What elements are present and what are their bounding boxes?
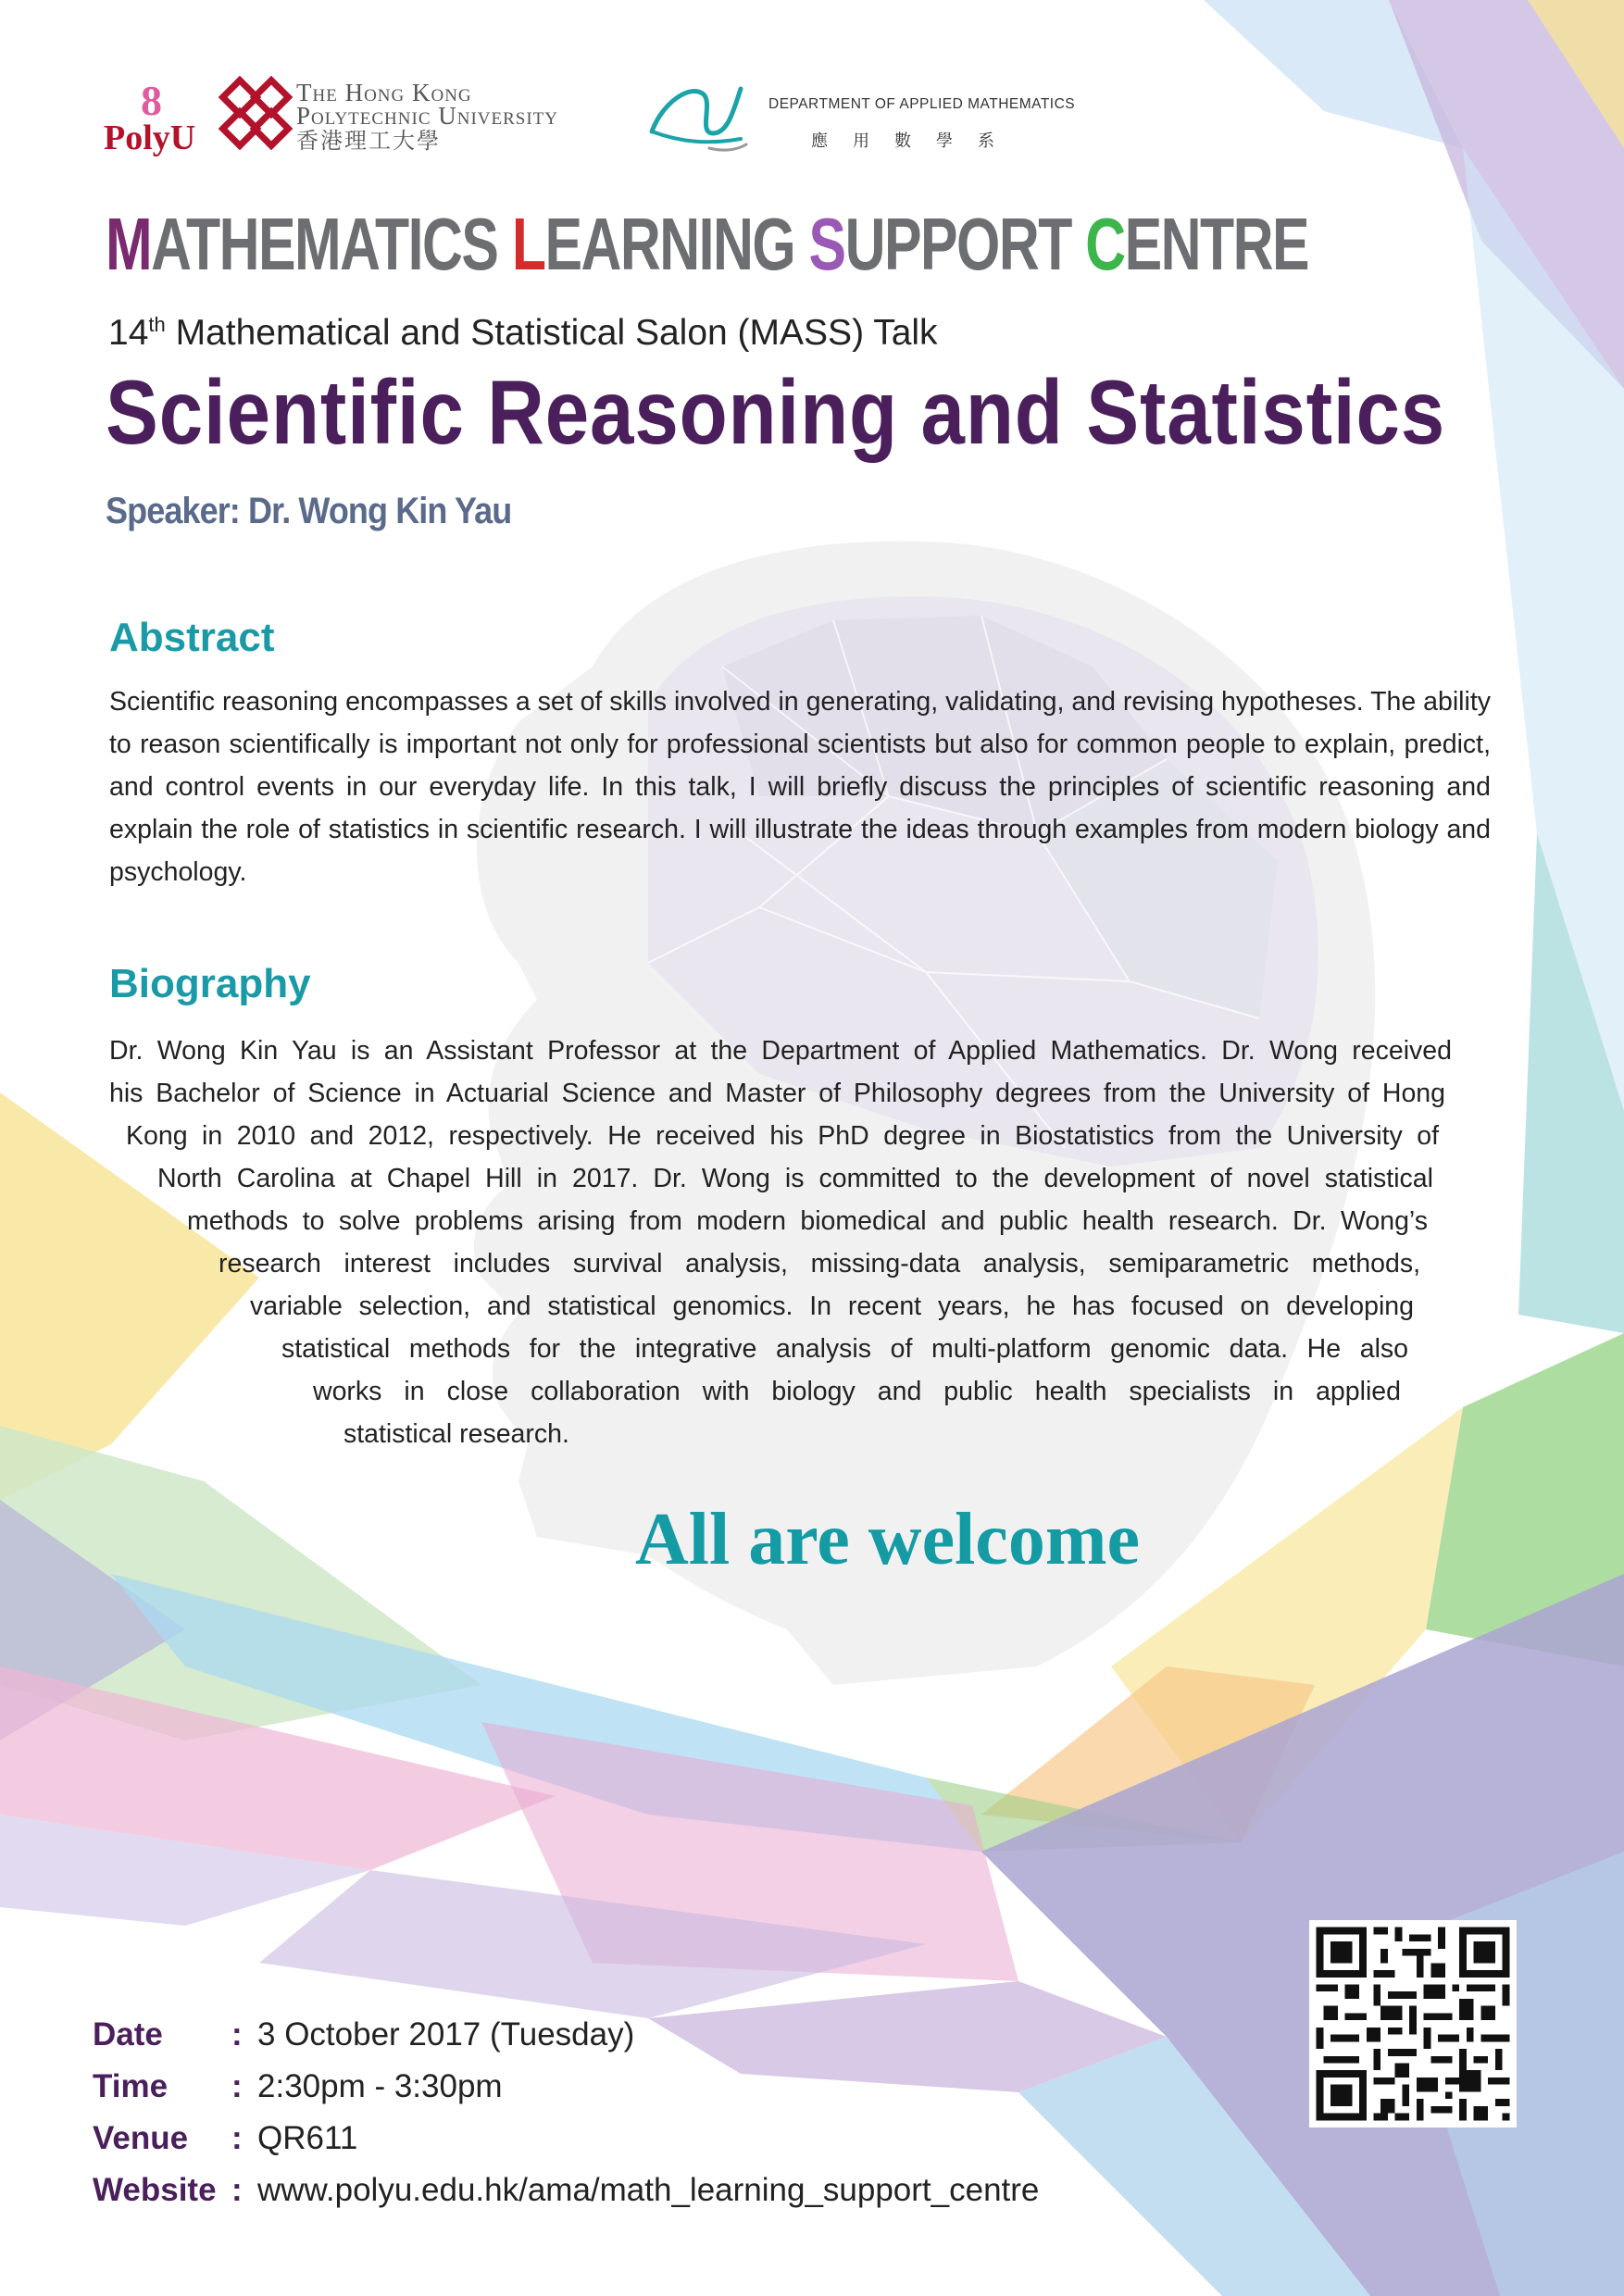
centre-title-initial-l: L: [511, 203, 545, 285]
department-name-en: DEPARTMENT OF APPLIED MATHEMATICS: [768, 96, 1076, 112]
talk-title: Scientific Reasoning and Statistics: [106, 361, 1446, 463]
venue-label: Venue: [93, 2120, 189, 2156]
biography-line: variable selection, and statistical genomics. In recent years, he has focused on developing: [250, 1292, 1414, 1321]
applied-maths-logo-icon: [644, 74, 756, 157]
time-label: Time: [93, 2068, 169, 2104]
department-name-zh: 應用數學系: [811, 131, 1019, 150]
date-label: Date: [93, 2016, 163, 2053]
venue-colon: :: [231, 2120, 243, 2156]
biography-line: Kong in 2010 and 2012, respectively. He received his PhD degree in Biostatistics from the University of: [126, 1121, 1439, 1151]
website-link[interactable]: www.polyu.edu.hk/ama/math_learning_support_centre: [257, 2172, 1040, 2208]
biography-line: North Carolina at Chapel Hill in 2017. Dr. Wong is committed to the development of novel statistical: [157, 1164, 1433, 1193]
welcome-message: All are welcome: [635, 1499, 1140, 1580]
centre-title-initial-c: C: [1085, 203, 1125, 285]
time-value: 2:30pm - 3:30pm: [257, 2068, 503, 2104]
venue-value: QR611: [257, 2120, 358, 2156]
qr-code-icon[interactable]: [1309, 1920, 1517, 2128]
university-name: [296, 81, 558, 156]
biography-line: methods to solve problems arising from modern biomedical and public health research. Dr. Wong’s: [187, 1206, 1428, 1236]
date-value: 3 October 2017 (Tuesday): [257, 2016, 635, 2053]
biography-line: research interest includes survival analysis, missing-data analysis, semiparametric methods,: [219, 1249, 1420, 1279]
polyu-emblem-icon: [219, 76, 293, 150]
centre-title-initial-s: S: [808, 203, 845, 285]
biography-line: his Bachelor of Science in Actuarial Science and Master of Philosophy degrees from the University of Hong: [109, 1079, 1445, 1108]
date-colon: :: [231, 2016, 243, 2053]
centre-title-initial-m: M: [106, 203, 152, 285]
biography-line: statistical research.: [344, 1419, 569, 1449]
centre-title: [106, 203, 1309, 285]
biography-heading: Biography: [109, 961, 311, 1006]
website-colon: :: [231, 2172, 243, 2208]
centre-title-word3: UPPORT: [844, 203, 1086, 285]
abstract-heading: Abstract: [109, 615, 275, 660]
salon-text: Mathematical and Statistical Salon (MASS) Talk: [165, 313, 938, 353]
biography-line: statistical methods for the integrative analysis of multi-platform genomic data. He also: [281, 1334, 1408, 1364]
university-name-line1: The Hong Kong: [296, 79, 472, 106]
polyu-logo: [104, 77, 200, 157]
salon-subtitle: [108, 313, 938, 354]
abstract-body: Scientific reasoning encompasses a set of skills involved in generating, validating, and revising hypotheses. The ability to reason scientifically is important not only for professional scientists but also for common people to explain, predict, and control events in our everyday life. In this talk, I will briefly discuss the principles of scientific reasoning and explain the role of statistics in scientific research. I will illustrate the ideas through examples from modern biology and psychology.: [109, 687, 1491, 887]
centre-title-word1: ATHEMATICS: [151, 203, 512, 285]
polyu-anniversary-mark: 8: [141, 77, 162, 124]
website-label: Website: [93, 2172, 217, 2208]
polyu-wordmark: PolyU: [104, 119, 196, 157]
salon-number: 14: [108, 313, 149, 353]
salon-ordinal-suffix: th: [148, 313, 166, 336]
biography-line: Dr. Wong Kin Yau is an Assistant Professor at the Department of Applied Mathematics. Dr. Wong received: [109, 1036, 1452, 1066]
centre-title-word2: EARNING: [544, 203, 809, 285]
speaker: Speaker: Dr. Wong Kin Yau: [106, 491, 512, 531]
university-name-zh: 香港理工大學: [296, 130, 441, 154]
biography-line: works in close collaboration with biology and public health specialists in applied: [313, 1377, 1401, 1406]
university-name-line2: Polytechnic University: [296, 102, 559, 130]
centre-title-word4: ENTRE: [1124, 203, 1309, 285]
time-colon: :: [231, 2068, 243, 2104]
